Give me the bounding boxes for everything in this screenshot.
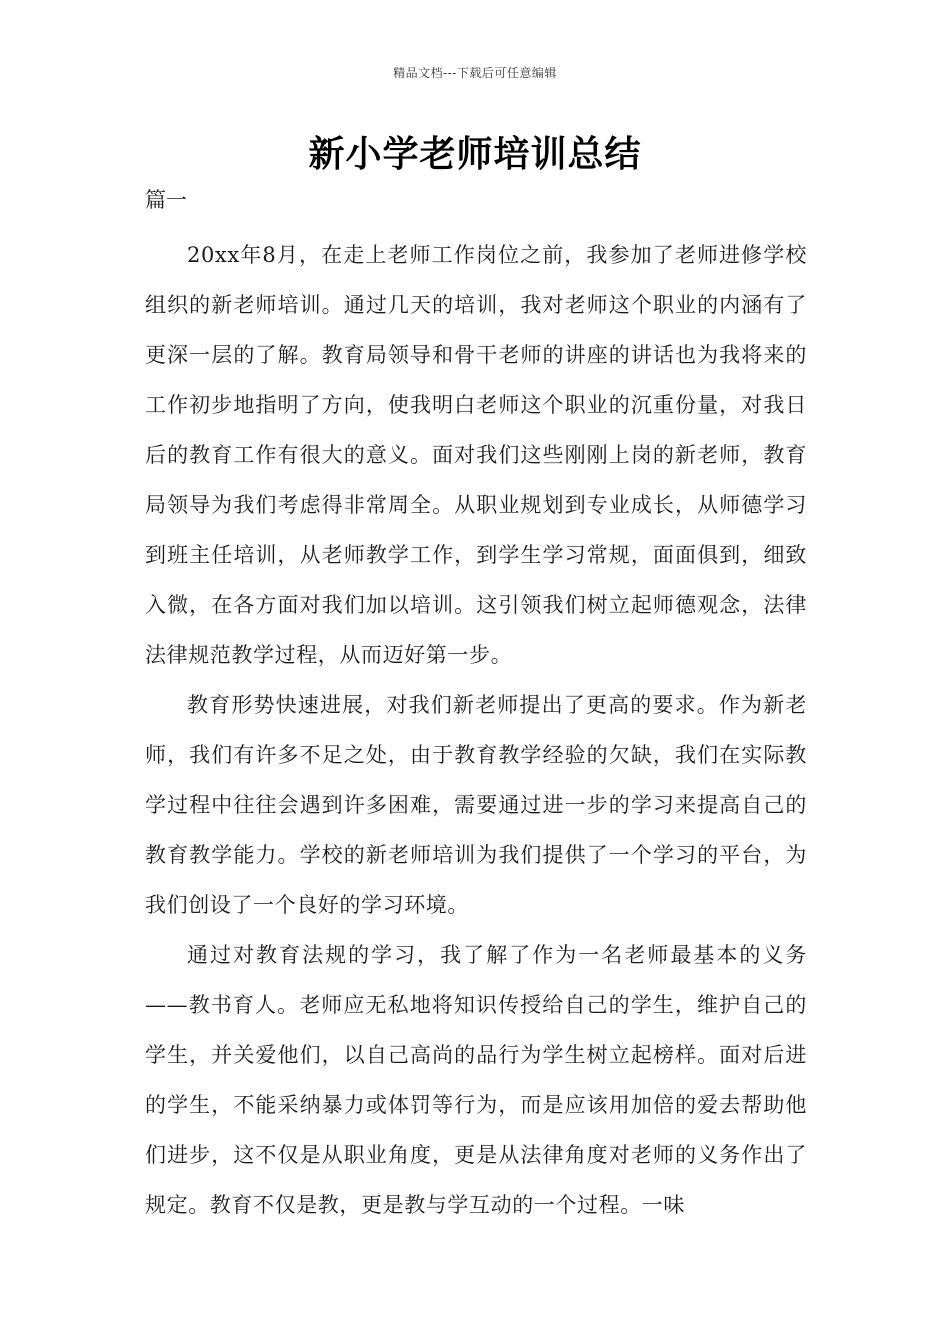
document-title: 新小学老师培训总结 xyxy=(308,133,642,175)
document-body xyxy=(145,230,807,1230)
section-label: 篇一 xyxy=(145,188,187,212)
paragraph-3: 通过对教育法规的学习，我了解了作为一名老师最基本的义务——教书育人。老师应无私地将知识传授给自己的学生，维护自己的学生，并关爱他们，以自己高尚的品行为学生树立起榜样。面对后进的学生，不能采纳暴力或体罚等行为，而是应该用加倍的爱去帮助他们进步，这不仅是从职业角度，更是从法律角度对老师的义务作出了规定。教育不仅是教，更是教与学互动的一个过程。一味 xyxy=(145,943,807,1217)
header-note: 精品文档---下载后可任意编辑 xyxy=(393,66,557,80)
paragraph-2: 教育形势快速进展，对我们新老师提出了更高的要求。作为新老师，我们有许多不足之处，由于教育教学经验的欠缺，我们在实际教学过程中往往会遇到许多困难，需要通过进一步的学习来提高自己的教育教学能力。学校的新老师培训为我们提供了一个学习的平台，为我们创设了一个良好的学习环境。 xyxy=(145,693,807,917)
paragraph-1: 20xx年8月，在走上老师工作岗位之前，我参加了老师进修学校组织的新老师培训。通过几天的培训，我对老师这个职业的内涵有了更深一层的了解。教育局领导和骨干老师的讲座的讲话也为我将来的工作初步地指明了方向，使我明白老师这个职业的沉重份量，对我日后的教育工作有很大的意义。面对我们这些刚刚上岗的新老师，教育局领导为我们考虑得非常周全。从职业规划到专业成长，从师德学习到班主任培训，从老师教学工作，到学生学习常规，面面俱到，细致入微，在各方面对我们加以培训。这引领我们树立起师德观念，法律法律规范教学过程，从而迈好第一步。 xyxy=(145,243,807,667)
